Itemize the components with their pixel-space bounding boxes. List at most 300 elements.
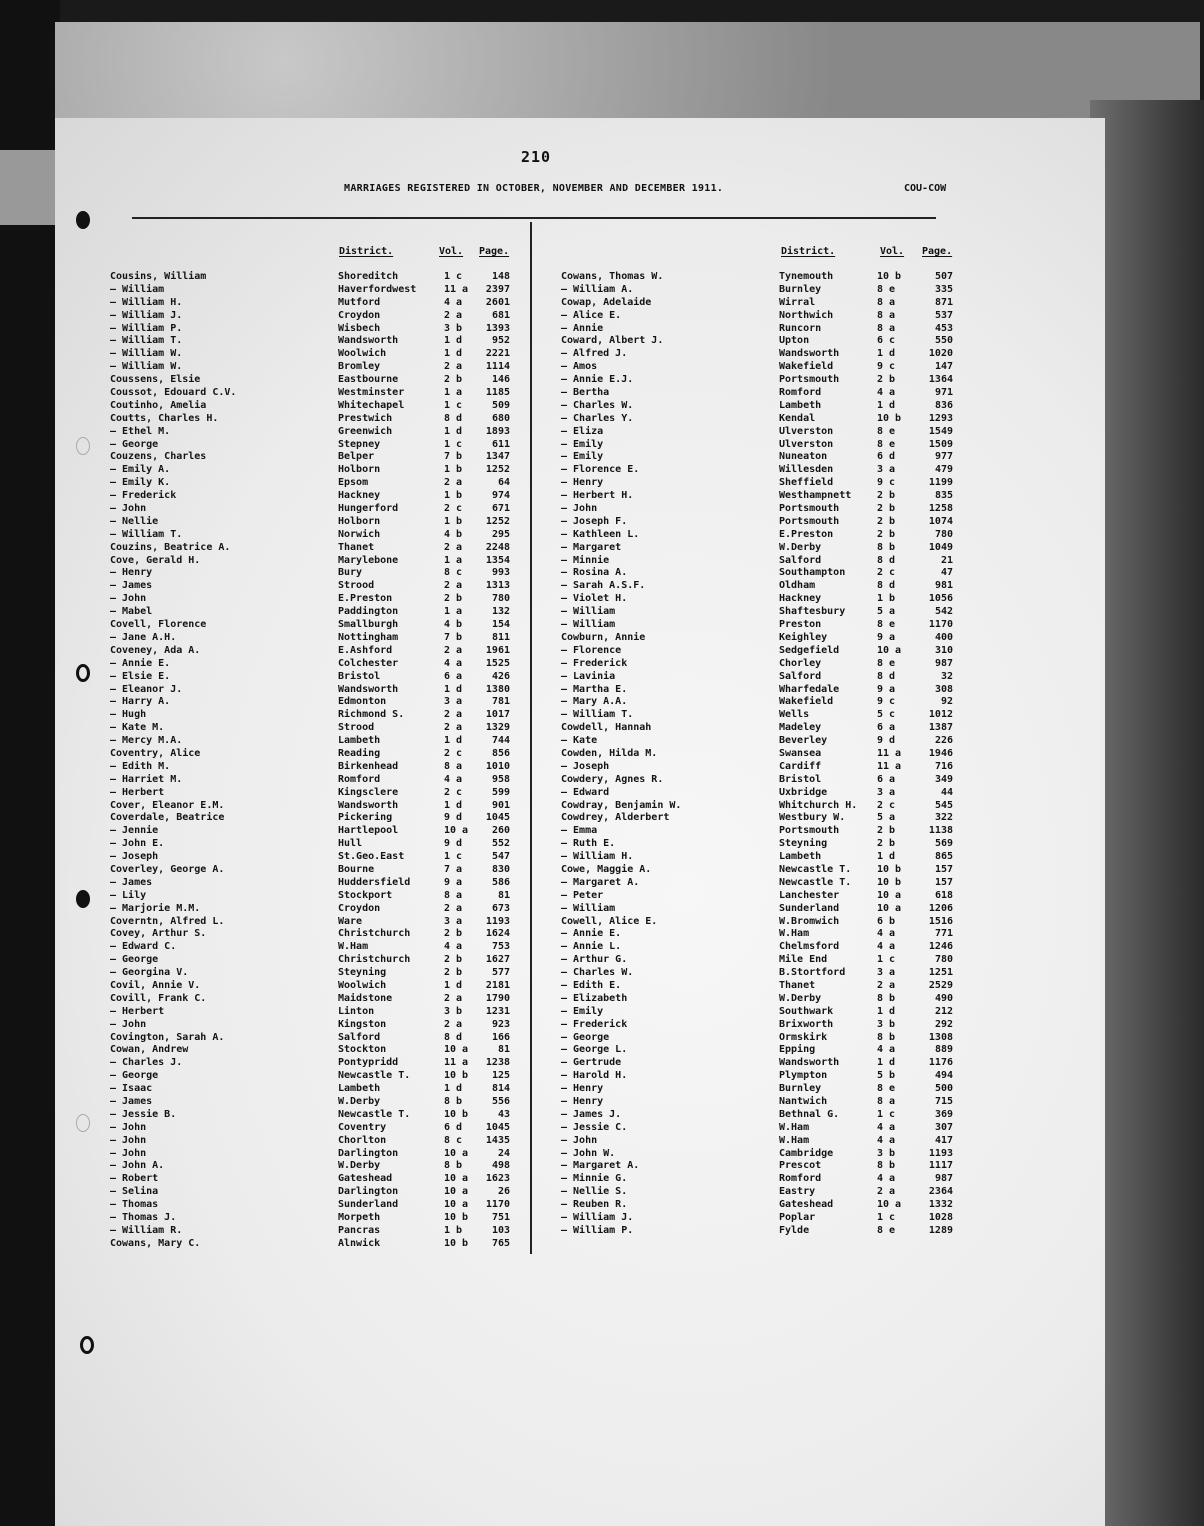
entry-district: Epping	[779, 1044, 816, 1056]
entry-name: — Frederick	[110, 490, 177, 502]
entry-district: Wandsworth	[338, 683, 399, 695]
entry-district: Paddington	[338, 606, 399, 618]
entry-name: — Henry	[561, 1083, 604, 1095]
entry-name: — Charles W.	[561, 399, 634, 411]
entry-name: — Annie E.	[561, 928, 622, 940]
index-entry	[561, 735, 961, 748]
index-entry	[561, 838, 961, 851]
entry-volume: 4 a	[444, 773, 463, 785]
entry-volume: 8 d	[877, 554, 896, 566]
entry-page: 1364	[928, 374, 953, 386]
entry-district: Beverley	[779, 735, 828, 747]
entry-district: Sheffield	[779, 477, 834, 489]
index-entry	[561, 567, 961, 580]
entry-page: 1246	[928, 941, 953, 953]
entry-name: — Ruth E.	[561, 838, 616, 850]
entry-page: 771	[934, 928, 953, 940]
entry-name: — Violet H.	[561, 593, 628, 605]
entry-page: 814	[491, 1083, 510, 1095]
index-entry	[110, 490, 510, 503]
entry-district: Coventry	[338, 1121, 387, 1133]
entry-district: E.Ashford	[338, 644, 393, 656]
index-entry	[110, 1199, 510, 1212]
entry-name: — Lily	[110, 889, 147, 901]
entry-name: Cover, Eleanor E.M.	[110, 799, 225, 811]
index-entry	[110, 890, 510, 903]
entry-volume: 8 b	[877, 1160, 896, 1172]
entry-name: — Amos	[561, 361, 598, 373]
entry-name: — Kate	[561, 735, 598, 747]
index-entry	[110, 1019, 510, 1032]
entry-district: Norwich	[338, 528, 381, 540]
entry-volume: 6 a	[444, 670, 463, 682]
entry-name: — Reuben R.	[561, 1199, 628, 1211]
left-page-header: Page.	[479, 246, 510, 257]
index-entry	[561, 709, 961, 722]
entry-district: Newcastle T.	[779, 876, 852, 888]
entry-district: Cardiff	[779, 760, 822, 772]
entry-volume: 2 a	[444, 361, 463, 373]
entry-name: — Florence E.	[561, 464, 640, 476]
index-entry	[110, 1083, 510, 1096]
entry-page: 1393	[485, 322, 510, 334]
entry-page: 830	[491, 863, 510, 875]
entry-page: 1231	[485, 1005, 510, 1017]
index-entry	[110, 516, 510, 529]
entry-page: 780	[934, 954, 953, 966]
entry-page: 889	[934, 1044, 953, 1056]
entry-name: — Georgina V.	[110, 967, 189, 979]
entry-page: 21	[940, 554, 953, 566]
entry-page: 865	[934, 851, 953, 863]
surname-range: COU-COW	[904, 183, 947, 194]
index-entry	[110, 787, 510, 800]
index-entry	[110, 335, 510, 348]
entry-district: Madeley	[779, 722, 822, 734]
entry-page: 166	[491, 1031, 510, 1043]
entry-page: 1193	[928, 1147, 953, 1159]
entry-name: — Charles Y.	[561, 412, 634, 424]
entry-volume: 1 b	[444, 464, 463, 476]
entry-page: 2364	[928, 1186, 953, 1198]
entry-name: Cowdell, Hannah	[561, 722, 652, 734]
index-entry	[561, 748, 961, 761]
entry-page: 1435	[485, 1134, 510, 1146]
index-entry	[110, 297, 510, 310]
entry-volume: 1 c	[444, 271, 463, 282]
entry-page: 1170	[928, 619, 953, 631]
entry-volume: 10 b	[444, 1070, 469, 1082]
entry-name: — William J.	[561, 1212, 634, 1224]
entry-volume: 5 b	[877, 1070, 896, 1082]
entry-district: Brixworth	[779, 1018, 834, 1030]
entry-district: Prescot	[779, 1160, 822, 1172]
entry-page: 1549	[928, 425, 953, 437]
index-entry	[110, 671, 510, 684]
entry-page: 1516	[928, 915, 953, 927]
entry-page: 1251	[928, 967, 953, 979]
entry-page: 2529	[928, 979, 953, 991]
header-rule	[132, 217, 936, 219]
index-entry	[561, 941, 961, 954]
entry-page: 335	[934, 283, 953, 295]
index-entry	[561, 864, 961, 877]
index-entry	[561, 774, 961, 787]
index-entry	[110, 477, 510, 490]
index-entry	[561, 477, 961, 490]
entry-page: 43	[497, 1108, 510, 1120]
entry-district: Pontypridd	[338, 1057, 399, 1069]
index-entry	[561, 1019, 961, 1032]
entry-name: — Alfred J.	[561, 348, 628, 360]
entry-district: Christchurch	[338, 928, 411, 940]
entry-name: — Gertrude	[561, 1057, 622, 1069]
index-entry	[561, 787, 961, 800]
entry-district: Colchester	[338, 657, 399, 669]
left-index-column	[110, 271, 510, 1251]
entry-name: — Annie E.	[110, 657, 171, 669]
entry-page: 780	[491, 593, 510, 605]
entry-volume: 2 a	[444, 722, 463, 734]
entry-district: Ulverston	[779, 425, 834, 437]
entry-volume: 8 a	[877, 309, 896, 321]
entry-page: 1138	[928, 825, 953, 837]
entry-name: Coverdale, Beatrice	[110, 812, 225, 824]
entry-volume: 1 d	[877, 1057, 896, 1069]
entry-page: 547	[491, 851, 510, 863]
entry-page: 125	[491, 1070, 510, 1082]
entry-volume: 3 a	[444, 696, 463, 708]
entry-page: 971	[934, 387, 953, 399]
entry-name: — Herbert	[110, 1005, 165, 1017]
entry-volume: 1 c	[444, 851, 463, 863]
entry-name: Cowburn, Annie	[561, 631, 646, 643]
entry-page: 1313	[485, 580, 510, 592]
entry-district: Wandsworth	[338, 335, 399, 347]
entry-district: Cambridge	[779, 1147, 834, 1159]
index-entry	[561, 1186, 961, 1199]
index-entry	[561, 980, 961, 993]
entry-district: W.Ham	[779, 928, 810, 940]
entry-page: 545	[934, 799, 953, 811]
right-vol-header: Vol.	[880, 246, 905, 257]
index-entry	[110, 464, 510, 477]
entry-name: — William	[561, 902, 616, 914]
index-entry	[110, 722, 510, 735]
entry-district: Bristol	[779, 773, 822, 785]
entry-district: Wharfedale	[779, 683, 840, 695]
entry-page: 1238	[485, 1057, 510, 1069]
entry-district: Mutford	[338, 296, 381, 308]
entry-page: 507	[934, 271, 953, 282]
index-entry	[561, 439, 961, 452]
entry-name: — Emily K.	[110, 477, 171, 489]
entry-name: — Mercy M.A.	[110, 735, 183, 747]
entry-volume: 1 d	[444, 348, 463, 360]
entry-volume: 9 d	[444, 838, 463, 850]
index-entry	[110, 825, 510, 838]
entry-volume: 9 d	[444, 812, 463, 824]
entry-volume: 8 d	[444, 412, 463, 424]
entry-volume: 1 d	[444, 1083, 463, 1095]
entry-volume: 4 a	[444, 296, 463, 308]
entry-volume: 2 a	[444, 477, 463, 489]
entry-name: — Sarah A.S.F.	[561, 580, 646, 592]
entry-page: 310	[934, 644, 953, 656]
entry-page: 923	[491, 1018, 510, 1030]
entry-name: Couzens, Charles	[110, 451, 207, 463]
entry-page: 1332	[928, 1199, 953, 1211]
entry-name: — John	[110, 503, 147, 515]
entry-name: — Rosina A.	[561, 567, 628, 579]
entry-volume: 1 b	[444, 515, 463, 527]
page-number: 210	[521, 148, 552, 166]
entry-name: — Alice E.	[561, 309, 622, 321]
entry-name: Coveney, Ada A.	[110, 644, 201, 656]
entry-district: Romford	[779, 387, 822, 399]
index-entry	[561, 1070, 961, 1083]
entry-page: 509	[491, 399, 510, 411]
entry-volume: 6 d	[877, 451, 896, 463]
entry-volume: 9 c	[877, 477, 896, 489]
entry-district: W.Bromwich	[779, 915, 840, 927]
entry-district: Holborn	[338, 464, 381, 476]
index-entry	[561, 825, 961, 838]
entry-district: Marylebone	[338, 554, 399, 566]
entry-district: Wakefield	[779, 361, 834, 373]
entry-volume: 8 d	[444, 1031, 463, 1043]
entry-name: — Isaac	[110, 1083, 153, 1095]
index-entry	[110, 387, 510, 400]
entry-page: 1074	[928, 515, 953, 527]
left-district-header: District.	[339, 246, 394, 257]
entry-name: — William	[561, 606, 616, 618]
entry-page: 569	[934, 838, 953, 850]
entry-page: 981	[934, 580, 953, 592]
entry-page: 1199	[928, 477, 953, 489]
entry-page: 1252	[485, 515, 510, 527]
entry-district: Birkenhead	[338, 760, 399, 772]
entry-name: — George L.	[561, 1044, 628, 1056]
entry-page: 716	[934, 760, 953, 772]
index-entry	[110, 1006, 510, 1019]
entry-district: Prestwich	[338, 412, 393, 424]
entry-page: 780	[934, 528, 953, 540]
entry-name: — William	[110, 283, 165, 295]
index-entry	[561, 890, 961, 903]
entry-volume: 2 b	[877, 528, 896, 540]
entry-district: Smallburgh	[338, 619, 399, 631]
entry-page: 400	[934, 631, 953, 643]
entry-name: — Eleanor J.	[110, 683, 183, 695]
entry-volume: 3 b	[877, 1018, 896, 1030]
index-entry	[110, 877, 510, 890]
entry-district: Stockton	[338, 1044, 387, 1056]
entry-page: 1252	[485, 464, 510, 476]
entry-name: Covill, Frank C.	[110, 992, 207, 1004]
entry-district: Eastry	[779, 1186, 816, 1198]
entry-page: 1624	[485, 928, 510, 940]
entry-volume: 8 a	[877, 322, 896, 334]
entry-page: 154	[491, 619, 510, 631]
entry-page: 681	[491, 309, 510, 321]
entry-district: Portsmouth	[779, 825, 840, 837]
entry-page: 765	[491, 1237, 510, 1249]
entry-name: — Annie L.	[561, 941, 622, 953]
entry-district: Eastbourne	[338, 374, 399, 386]
entry-page: 81	[497, 1044, 510, 1056]
entry-volume: 5 a	[877, 812, 896, 824]
entry-district: Oldham	[779, 580, 816, 592]
index-entry	[561, 490, 961, 503]
entry-name: — William H.	[110, 296, 183, 308]
index-entry	[110, 812, 510, 825]
index-entry	[110, 903, 510, 916]
index-entry	[110, 1212, 510, 1225]
entry-volume: 4 b	[444, 528, 463, 540]
entry-district: W.Derby	[338, 1160, 381, 1172]
entry-name: — William J.	[110, 309, 183, 321]
entry-volume: 6 c	[877, 335, 896, 347]
entry-district: Pickering	[338, 812, 393, 824]
entry-page: 226	[934, 735, 953, 747]
entry-name: — John	[110, 593, 147, 605]
entry-page: 577	[491, 967, 510, 979]
entry-name: — William P.	[561, 1224, 634, 1236]
entry-name: — Jessie C.	[561, 1121, 628, 1133]
entry-name: — Emily	[561, 451, 604, 463]
entry-name: — Edith M.	[110, 760, 171, 772]
entry-name: — Annie E.J.	[561, 374, 634, 386]
entry-page: 148	[491, 271, 510, 282]
entry-volume: 3 b	[877, 1147, 896, 1159]
entry-name: Cowans, Mary C.	[110, 1237, 201, 1249]
page-title: MARRIAGES REGISTERED IN OCTOBER, NOVEMBER AND DECEMBER 1911.	[344, 183, 724, 194]
entry-district: Mile End	[779, 954, 828, 966]
entry-volume: 8 e	[877, 1083, 896, 1095]
index-entry	[561, 284, 961, 297]
entry-name: — Martha E.	[561, 683, 628, 695]
entry-name: — Florence	[561, 644, 622, 656]
entry-page: 1525	[485, 657, 510, 669]
entry-district: Alnwick	[338, 1237, 381, 1249]
right-district-header: District.	[781, 246, 836, 257]
entry-page: 1020	[928, 348, 953, 360]
entry-volume: 8 a	[444, 889, 463, 901]
entry-district: Stepney	[338, 438, 381, 450]
entry-page: 81	[497, 889, 510, 901]
index-entry	[561, 464, 961, 477]
entry-district: Nottingham	[338, 631, 399, 643]
index-entry	[561, 310, 961, 323]
entry-volume: 8 d	[877, 580, 896, 592]
index-entry	[110, 413, 510, 426]
entry-volume: 2 a	[444, 992, 463, 1004]
entry-page: 1961	[485, 644, 510, 656]
entry-page: 753	[491, 941, 510, 953]
index-entry	[110, 967, 510, 980]
entry-volume: 10 a	[877, 644, 902, 656]
entry-volume: 1 d	[444, 335, 463, 347]
entry-page: 1347	[485, 451, 510, 463]
entry-page: 1623	[485, 1173, 510, 1185]
entry-name: Cowans, Thomas W.	[561, 271, 664, 282]
entry-volume: 1 c	[877, 954, 896, 966]
entry-name: — Nellie	[110, 515, 159, 527]
entry-volume: 8 a	[877, 296, 896, 308]
entry-name: — Emily A.	[110, 464, 171, 476]
entry-page: 64	[497, 477, 510, 489]
index-entry	[561, 1083, 961, 1096]
entry-volume: 11 a	[444, 1057, 469, 1069]
index-entry	[110, 323, 510, 336]
entry-volume: 8 e	[877, 1224, 896, 1236]
entry-district: Strood	[338, 580, 375, 592]
entry-volume: 2 a	[444, 902, 463, 914]
entry-name: — Henry	[561, 477, 604, 489]
entry-volume: 4 a	[444, 657, 463, 669]
entry-volume: 8 e	[877, 425, 896, 437]
entry-page: 147	[934, 361, 953, 373]
punch-hole	[76, 664, 90, 682]
entry-volume: 8 d	[877, 670, 896, 682]
entry-name: — Margaret	[561, 541, 622, 553]
entry-volume: 11 a	[877, 760, 902, 772]
entry-volume: 4 b	[444, 619, 463, 631]
entry-district: Chorley	[779, 657, 822, 669]
entry-district: Sedgefield	[779, 644, 840, 656]
entry-name: — Annie	[561, 322, 604, 334]
entry-name: — Nellie S.	[561, 1186, 628, 1198]
entry-district: Keighley	[779, 631, 828, 643]
entry-volume: 1 b	[444, 490, 463, 502]
entry-district: Romford	[338, 773, 381, 785]
left-vol-header: Vol.	[439, 246, 464, 257]
entry-district: W.Derby	[779, 541, 822, 553]
entry-volume: 6 b	[877, 915, 896, 927]
entry-volume: 10 b	[877, 412, 902, 424]
entry-page: 781	[491, 696, 510, 708]
entry-name: — Joseph	[561, 760, 610, 772]
entry-volume: 1 d	[877, 851, 896, 863]
entry-page: 322	[934, 812, 953, 824]
index-entry	[561, 761, 961, 774]
index-entry	[561, 451, 961, 464]
entry-district: Hull	[338, 838, 363, 850]
entry-volume: 2 c	[877, 567, 896, 579]
index-entry	[561, 1109, 961, 1122]
index-entry	[110, 735, 510, 748]
entry-page: 556	[491, 1096, 510, 1107]
entry-district: Ulverston	[779, 438, 834, 450]
entry-district: Gateshead	[338, 1173, 393, 1185]
entry-page: 1114	[485, 361, 510, 373]
index-entry	[561, 1225, 961, 1238]
entry-page: 1170	[485, 1199, 510, 1211]
index-entry	[110, 774, 510, 787]
entry-page: 494	[934, 1070, 953, 1082]
index-entry	[110, 980, 510, 993]
entry-district: Hungerford	[338, 503, 399, 515]
index-entry	[110, 619, 510, 632]
entry-district: Poplar	[779, 1212, 816, 1224]
index-entry	[561, 516, 961, 529]
index-entry	[561, 684, 961, 697]
entry-district: Hartlepool	[338, 825, 399, 837]
entry-name: — Kate M.	[110, 722, 165, 734]
entry-volume: 2 c	[444, 786, 463, 798]
entry-page: 1293	[928, 412, 953, 424]
